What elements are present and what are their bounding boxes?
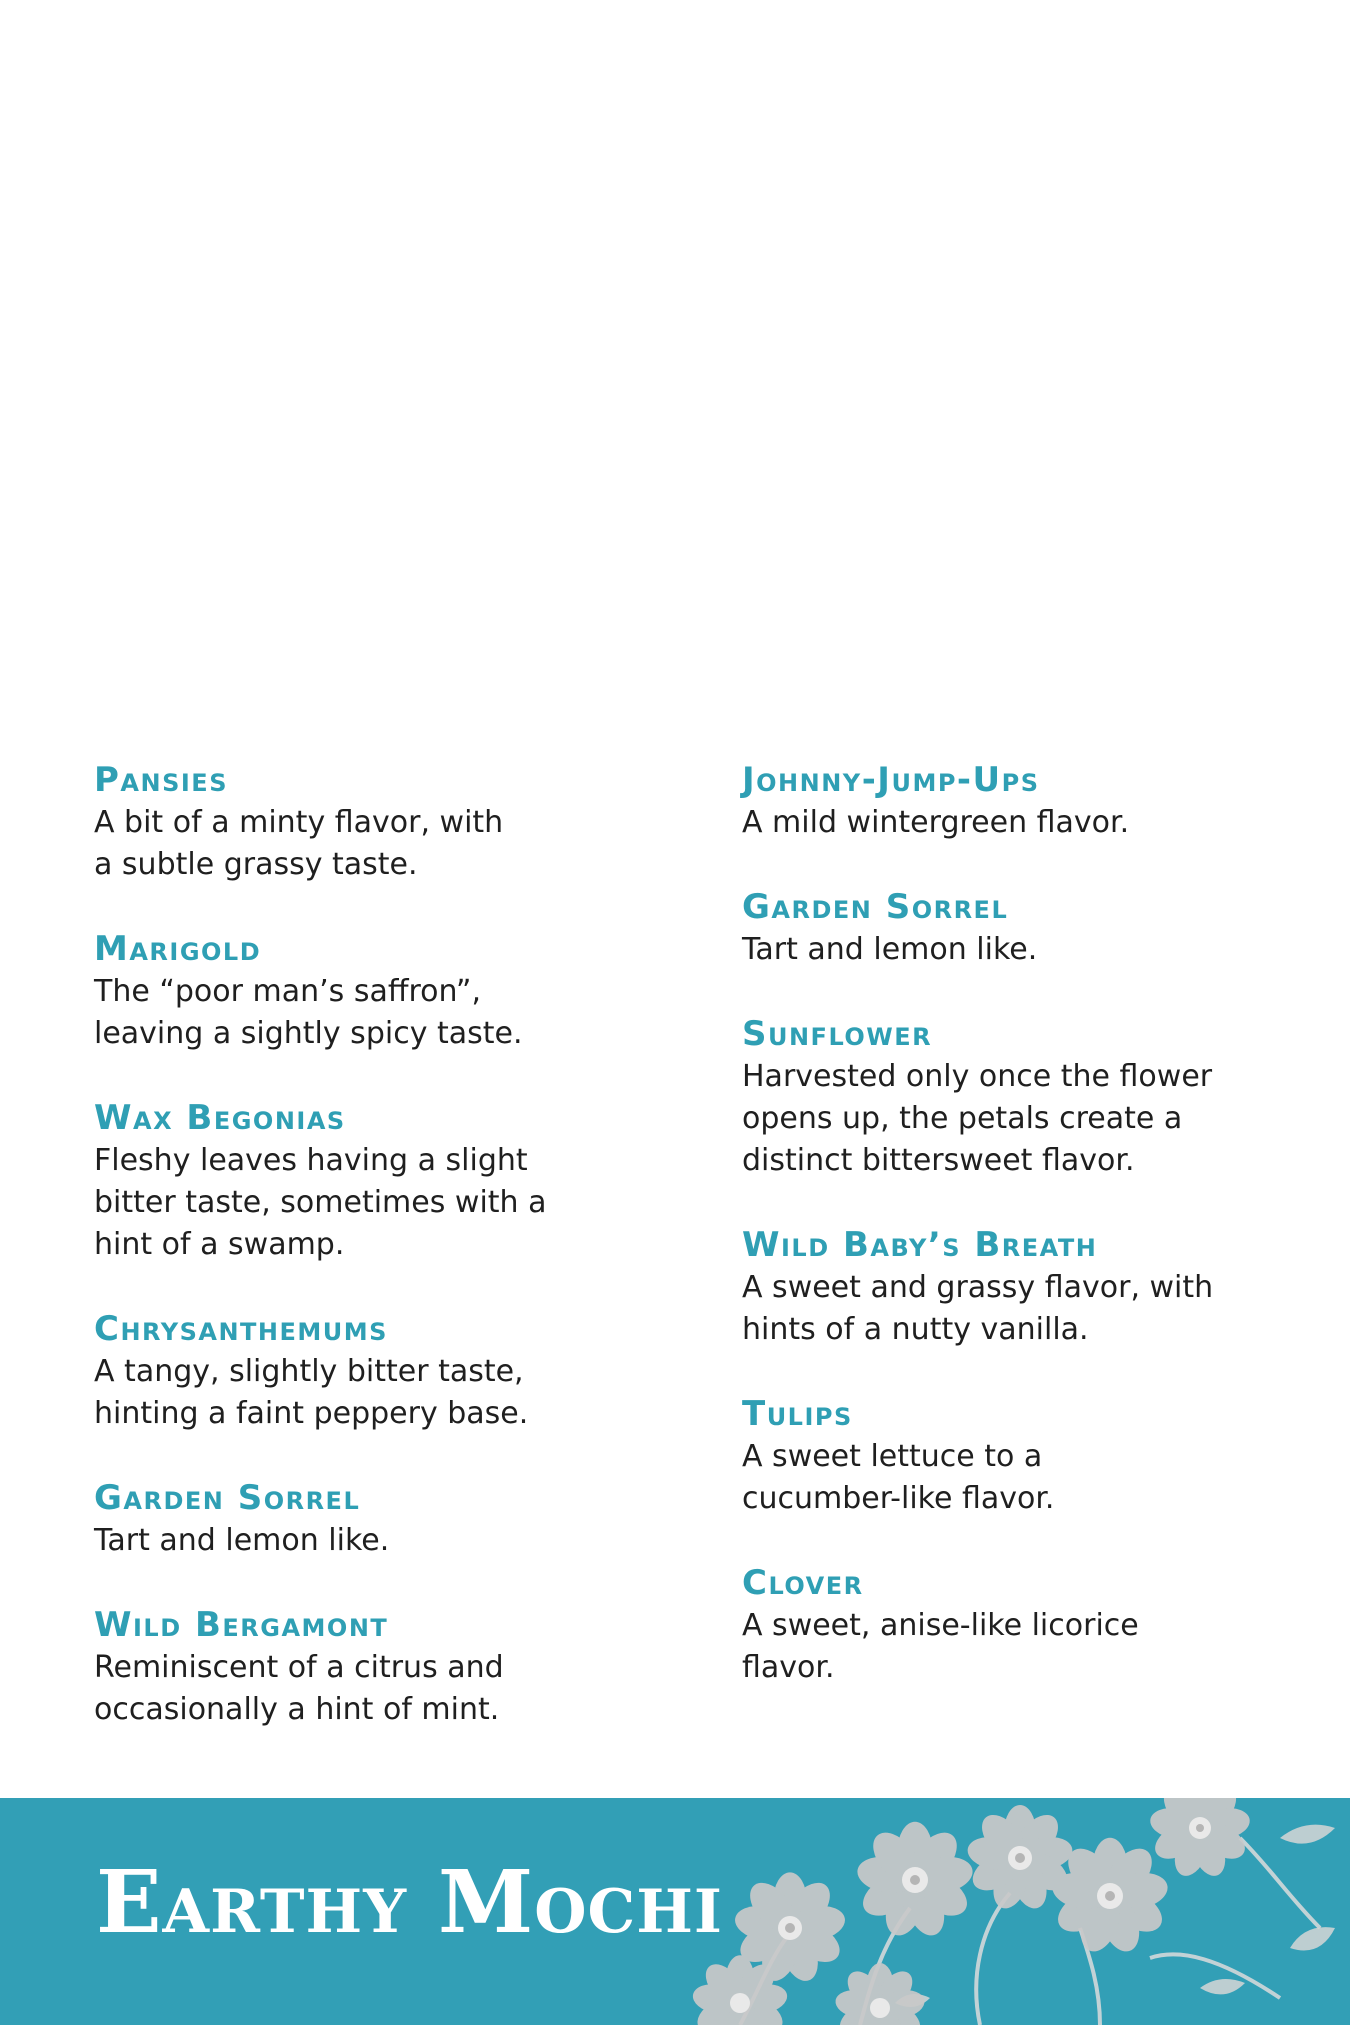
flower-name: Clover: [742, 1563, 864, 1603]
footer-title: Earthy Mochi: [96, 1852, 723, 1953]
flower-entry: [742, 1392, 1322, 1520]
right-column: [742, 758, 1322, 1730]
flower-entry: [94, 758, 674, 886]
flower-entry: [742, 758, 1322, 844]
flower-description: A bit of a minty flavor, with a subtle grassy taste.: [94, 805, 504, 882]
footer-banner: [0, 1798, 1350, 2025]
flower-description: A mild wintergreen flavor.: [742, 805, 1130, 840]
flower-description: Reminiscent of a citrus and occasionally a hint of mint.: [94, 1650, 504, 1727]
flower-entry: [94, 927, 674, 1055]
flower-description: Tart and lemon like.: [742, 932, 1038, 967]
flower-name: Pansies: [94, 760, 228, 800]
flower-name: Wild Bergamont: [94, 1605, 389, 1645]
flower-description: A sweet, anise-like licorice flavor.: [742, 1608, 1139, 1685]
flower-name: Chrysanthemums: [94, 1309, 388, 1349]
flower-entry: [742, 1561, 1322, 1689]
flower-description: The “poor man’s saffron”, leaving a sightly spicy taste.: [94, 974, 523, 1051]
flower-illustration-icon: [680, 1798, 1350, 2025]
flower-entry: [742, 1223, 1322, 1351]
flower-name: Garden Sorrel: [94, 1478, 361, 1518]
flower-name: Wild Baby’s Breath: [742, 1225, 1098, 1265]
flower-description: A sweet and grassy flavor, with hints of a nutty vanilla.: [742, 1270, 1214, 1347]
left-column: [94, 758, 674, 1772]
flower-name: Garden Sorrel: [742, 887, 1009, 927]
flower-entry: [94, 1096, 674, 1266]
flower-entry: [94, 1476, 674, 1562]
flower-description: Tart and lemon like.: [94, 1523, 390, 1558]
flower-description: Harvested only once the flower opens up, the petals create a distinct bittersweet flavor.: [742, 1059, 1213, 1178]
flower-name: Wax Begonias: [94, 1098, 346, 1138]
flower-name: Tulips: [742, 1394, 853, 1434]
flower-entry: [94, 1603, 674, 1731]
flower-description: Fleshy leaves having a slight bitter taste, sometimes with a hint of a swamp.: [94, 1143, 547, 1262]
flower-name: Sunflower: [742, 1014, 933, 1054]
flower-entry: [742, 885, 1322, 971]
flower-description: A tangy, slightly bitter taste, hinting a faint peppery base.: [94, 1354, 529, 1431]
flower-entry: [742, 1012, 1322, 1182]
flower-entry: [94, 1307, 674, 1435]
flower-name: Johnny-Jump-Ups: [742, 760, 1040, 800]
flower-description: A sweet lettuce to a cucumber-like flavor.: [742, 1439, 1055, 1516]
flower-name: Marigold: [94, 929, 262, 969]
